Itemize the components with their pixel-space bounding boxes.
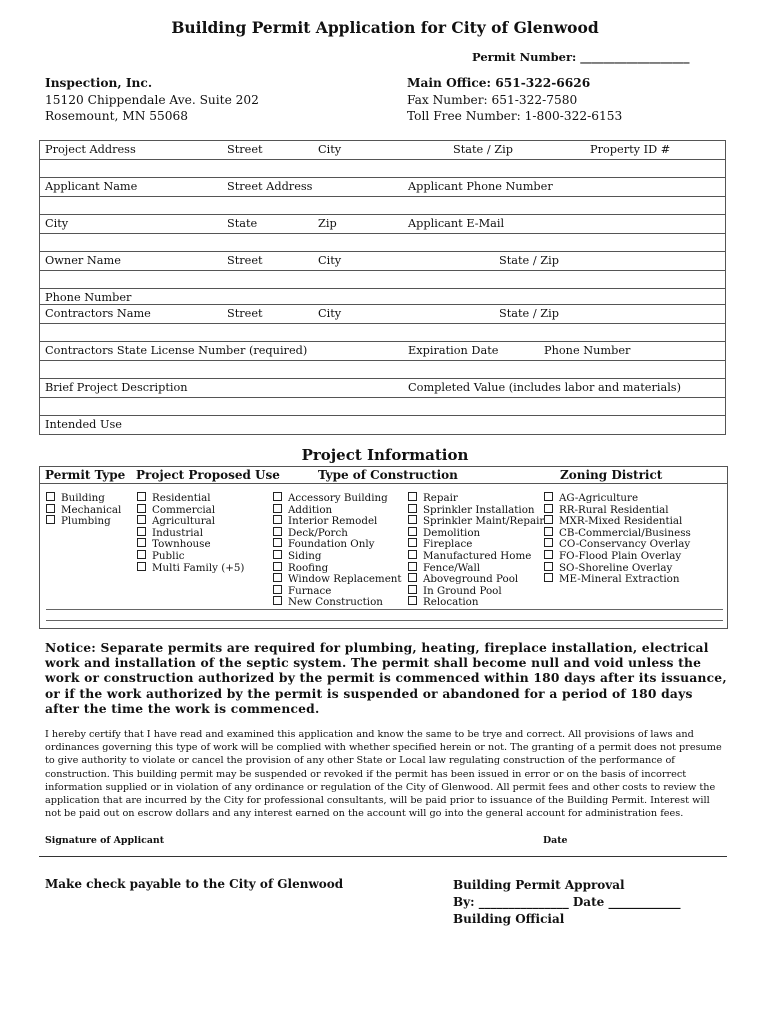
license-row[interactable] xyxy=(39,341,726,361)
checkbox-option[interactable] xyxy=(408,562,544,574)
checkbox-option[interactable] xyxy=(408,527,544,539)
checkbox-option[interactable] xyxy=(408,585,544,597)
checkbox-icon[interactable] xyxy=(137,550,146,559)
checkbox-icon[interactable] xyxy=(273,538,282,547)
checkbox-option[interactable] xyxy=(46,515,121,527)
checkbox-option[interactable] xyxy=(544,550,691,562)
label-license: Contractors State License Number (required) xyxy=(45,344,308,357)
label-phone-number: Phone Number xyxy=(544,344,631,357)
checkbox-option[interactable] xyxy=(273,527,402,539)
checkbox-label: Foundation Only xyxy=(288,538,375,551)
blank-row[interactable] xyxy=(39,159,726,177)
checkbox-label: SO-Shoreline Overlay xyxy=(559,561,673,574)
label-intended-use: Intended Use xyxy=(45,418,122,431)
label-project-address: Project Address xyxy=(45,143,136,156)
checkbox-label: In Ground Pool xyxy=(423,584,502,597)
header-zoning-district: Zoning District xyxy=(560,468,663,482)
label-completed-value: Completed Value (includes labor and materials) xyxy=(408,381,682,394)
checkbox-label: Multi Family (+5) xyxy=(152,561,245,574)
construction-list-b xyxy=(408,492,544,608)
zoning-list xyxy=(544,492,691,585)
checkbox-icon[interactable] xyxy=(408,492,417,501)
inspection-name: Inspection, Inc. xyxy=(45,76,153,90)
checkbox-label: Aboveground Pool xyxy=(423,573,519,586)
checkbox-option[interactable] xyxy=(273,562,402,574)
checkbox-label: ME-Mineral Extraction xyxy=(559,573,680,586)
checkbox-option[interactable] xyxy=(408,515,544,527)
checkbox-label: Industrial xyxy=(152,526,203,539)
checkbox-icon[interactable] xyxy=(544,538,553,547)
checkbox-icon[interactable] xyxy=(544,550,553,559)
header-construction-type: Type of Construction xyxy=(318,468,458,482)
checkbox-icon[interactable] xyxy=(408,573,417,582)
inspection-block xyxy=(45,75,259,125)
checkbox-label: Sprinkler Maint/Repair xyxy=(423,515,545,528)
checkbox-label: RR-Rural Residential xyxy=(559,503,669,516)
toll-free-number: Toll Free Number: 1-800-322-6153 xyxy=(407,109,623,123)
label-state: State xyxy=(227,217,258,230)
check-payable-text: Make check payable to the City of Glenwood xyxy=(45,877,344,891)
checkbox-label: Fireplace xyxy=(423,538,473,551)
checkbox-label: Addition xyxy=(288,503,333,516)
blank-row[interactable] xyxy=(39,397,726,415)
checkbox-option[interactable] xyxy=(273,550,402,562)
label-property-id: Property ID # xyxy=(590,143,671,156)
checkbox-option[interactable] xyxy=(137,550,244,562)
proposed-use-list xyxy=(137,492,244,573)
checkbox-label: Accessory Building xyxy=(288,492,388,504)
phone-row[interactable] xyxy=(39,288,726,305)
checkbox-option[interactable] xyxy=(273,596,402,608)
checkbox-icon[interactable] xyxy=(408,596,417,605)
checkbox-option[interactable] xyxy=(273,585,402,597)
owner-row[interactable] xyxy=(39,251,726,271)
checkbox-label: Deck/Porch xyxy=(288,526,348,539)
checkbox-label: Interior Remodel xyxy=(288,515,378,528)
checkbox-option[interactable] xyxy=(408,596,544,608)
label-street: Street xyxy=(227,307,263,320)
label-contractors-name: Contractors Name xyxy=(45,307,151,320)
project-info-title: Project Information xyxy=(301,446,469,464)
checkbox-label: Fence/Wall xyxy=(423,561,481,574)
checkbox-icon[interactable] xyxy=(137,538,146,547)
checkbox-label: Manufactured Home xyxy=(423,549,532,562)
checkbox-label: Commercial xyxy=(152,503,216,516)
checkbox-icon[interactable] xyxy=(544,504,553,513)
label-applicant-phone: Applicant Phone Number xyxy=(408,180,553,193)
divider-line xyxy=(46,620,723,621)
description-row[interactable] xyxy=(39,378,726,398)
checkbox-option[interactable] xyxy=(273,538,402,550)
checkbox-option[interactable] xyxy=(408,504,544,516)
construction-list-a xyxy=(273,492,402,608)
label-owner-name: Owner Name xyxy=(45,254,121,267)
blank-row[interactable] xyxy=(39,196,726,214)
checkbox-icon[interactable] xyxy=(544,527,553,536)
checkbox-icon[interactable] xyxy=(408,504,417,513)
label-state-zip: State / Zip xyxy=(453,143,513,156)
main-office-phone: Main Office: 651-322-6626 xyxy=(407,76,591,90)
label-city: City xyxy=(318,307,342,320)
checkbox-option[interactable] xyxy=(544,504,691,516)
signature-line[interactable] xyxy=(39,856,727,857)
checkbox-option[interactable] xyxy=(137,562,244,574)
header-permit-type: Permit Type xyxy=(45,468,126,482)
label-applicant-email: Applicant E-Mail xyxy=(408,217,505,230)
checkbox-option[interactable] xyxy=(408,550,544,562)
label-expiration: Expiration Date xyxy=(408,344,499,357)
checkbox-option[interactable] xyxy=(544,527,691,539)
blank-row[interactable] xyxy=(39,360,726,378)
page-title: Building Permit Application for City of Glenwood xyxy=(171,18,599,37)
checkbox-option[interactable] xyxy=(544,562,691,574)
checkbox-icon[interactable] xyxy=(137,504,146,513)
checkbox-icon[interactable] xyxy=(273,585,282,594)
checkbox-icon[interactable] xyxy=(408,527,417,536)
checkbox-icon[interactable] xyxy=(273,550,282,559)
checkbox-label: Window Replacement xyxy=(288,573,402,586)
label-street-address: Street Address xyxy=(227,180,313,193)
checkbox-label: Siding xyxy=(288,549,322,562)
header-proposed-use: Project Proposed Use xyxy=(136,468,280,482)
project-info-header xyxy=(40,467,727,484)
checkbox-option[interactable] xyxy=(46,492,121,504)
checkbox-label: Roofing xyxy=(288,561,329,574)
label-city: City xyxy=(318,143,342,156)
blank-row[interactable] xyxy=(39,323,726,341)
checkbox-label: New Construction xyxy=(288,596,383,609)
checkbox-label: Repair xyxy=(423,492,458,504)
inspection-address1: 15120 Chippendale Ave. Suite 202 xyxy=(45,92,259,107)
label-street: Street xyxy=(227,143,263,156)
project-address-row[interactable] xyxy=(39,140,726,160)
fax-number: Fax Number: 651-322-7580 xyxy=(407,92,578,107)
applicant-form-grid xyxy=(39,140,726,434)
checkbox-label: Residential xyxy=(152,492,211,504)
checkbox-icon[interactable] xyxy=(408,515,417,524)
checkbox-icon[interactable] xyxy=(544,573,553,582)
checkbox-option[interactable] xyxy=(544,492,691,504)
checkbox-icon[interactable] xyxy=(137,515,146,524)
checkbox-option[interactable] xyxy=(544,515,691,527)
label-brief-description: Brief Project Description xyxy=(45,381,188,394)
checkbox-option[interactable] xyxy=(273,573,402,585)
checkbox-option[interactable] xyxy=(273,492,402,504)
checkbox-option[interactable] xyxy=(137,515,244,527)
divider-line xyxy=(46,609,723,610)
checkbox-icon[interactable] xyxy=(408,585,417,594)
date-label: Date xyxy=(543,835,568,846)
label-city: City xyxy=(318,254,342,267)
label-phone-number: Phone Number xyxy=(45,291,132,304)
checkbox-icon[interactable] xyxy=(46,515,55,524)
checkbox-label: Public xyxy=(152,549,185,562)
notice-text: Notice: Separate permits are required for plumbing, heating, fireplace installation, electrical work and installation of the septic system. The permit shall become null and void unless the work or construction authorized by the permit is commenced within 180 days after its issuance, or if the work authorized by the permit is suspended or abandoned for a period of 180 days after the time the work is commenced. xyxy=(45,640,727,716)
approval-by-date[interactable]: By: _______________ Date ____________ xyxy=(453,895,681,909)
checkbox-option[interactable] xyxy=(544,538,691,550)
checkbox-option[interactable] xyxy=(46,504,121,516)
checkbox-icon[interactable] xyxy=(273,515,282,524)
checkbox-label: Furnace xyxy=(288,584,332,597)
checkbox-icon[interactable] xyxy=(544,515,553,524)
checkbox-label: Demolition xyxy=(423,526,481,539)
label-state-zip: State / Zip xyxy=(499,254,559,267)
checkbox-icon[interactable] xyxy=(273,596,282,605)
label-city: City xyxy=(45,217,69,230)
checkbox-icon[interactable] xyxy=(273,504,282,513)
checkbox-option[interactable] xyxy=(137,538,244,550)
checkbox-option[interactable] xyxy=(273,504,402,516)
checkbox-icon[interactable] xyxy=(273,527,282,536)
blank-row[interactable] xyxy=(39,270,726,288)
checkbox-option[interactable] xyxy=(408,538,544,550)
checkbox-option[interactable] xyxy=(137,492,244,504)
permit-type-list xyxy=(46,492,121,527)
project-info-box xyxy=(39,466,728,629)
blank-row[interactable] xyxy=(39,233,726,251)
checkbox-icon[interactable] xyxy=(46,492,55,501)
intended-use-row[interactable] xyxy=(39,415,726,435)
checkbox-label: MXR-Mixed Residential xyxy=(559,515,683,528)
checkbox-label: AG-Agriculture xyxy=(559,492,639,504)
checkbox-label: CO-Conservancy Overlay xyxy=(559,538,691,551)
checkbox-icon[interactable] xyxy=(273,573,282,582)
office-block xyxy=(407,75,622,125)
checkbox-label: Mechanical xyxy=(61,503,122,516)
signature-label: Signature of Applicant xyxy=(45,835,165,846)
applicant-city-row[interactable] xyxy=(39,214,726,234)
checkbox-option[interactable] xyxy=(273,515,402,527)
checkbox-icon[interactable] xyxy=(408,538,417,547)
checkbox-icon[interactable] xyxy=(137,562,146,571)
checkbox-label: Building xyxy=(61,492,105,504)
checkbox-option[interactable] xyxy=(137,527,244,539)
checkbox-icon[interactable] xyxy=(544,492,553,501)
label-applicant-name: Applicant Name xyxy=(45,180,138,193)
checkbox-option[interactable] xyxy=(408,492,544,504)
checkbox-icon[interactable] xyxy=(544,562,553,571)
approval-block xyxy=(453,877,680,928)
applicant-name-row[interactable] xyxy=(39,177,726,197)
checkbox-icon[interactable] xyxy=(408,550,417,559)
checkbox-label: Plumbing xyxy=(61,515,111,528)
checkbox-option[interactable] xyxy=(137,504,244,516)
label-zip: Zip xyxy=(318,217,337,230)
checkbox-label: FO-Flood Plain Overlay xyxy=(559,549,682,562)
approval-title: Building Permit Approval xyxy=(453,878,625,892)
checkbox-icon[interactable] xyxy=(137,492,146,501)
certification-text: I hereby certify that I have read and examined this application and know the same to be trye and correct. All provisions of laws and ordinances governing this type of work will be complied with whether specified herein or not. The granting of a permit does not presume to give authority to violate or cancel the provision of any other State or Local law regulating construction of the performance of construction. This building permit may be suspended or revoked if the permit has been issued in error or on the basis of incorrect information supplied or in violation of any ordinance or regulation of the City of Glenwood. All permit fees and other costs to review the application that are incurred by the City for professional consultants, will be paid prior to issuance of the Building Permit. Interest will not be paid out on escrow dollars and any interest earned on the account will go into the general account for administration fees. xyxy=(45,729,722,820)
checkbox-label: Sprinkler Installation xyxy=(423,503,535,516)
checkbox-icon[interactable] xyxy=(46,504,55,513)
permit-number-field[interactable]: Permit Number: ___________________ xyxy=(472,50,690,64)
checkbox-option[interactable] xyxy=(544,573,691,585)
contractor-row[interactable] xyxy=(39,304,726,324)
checkbox-label: Agricultural xyxy=(152,515,216,528)
checkbox-icon[interactable] xyxy=(273,562,282,571)
label-state-zip: State / Zip xyxy=(499,307,559,320)
checkbox-icon[interactable] xyxy=(408,562,417,571)
checkbox-option[interactable] xyxy=(408,573,544,585)
checkbox-icon[interactable] xyxy=(137,527,146,536)
checkbox-label: Relocation xyxy=(423,596,479,609)
inspection-address2: Rosemount, MN 55068 xyxy=(45,109,189,123)
label-street: Street xyxy=(227,254,263,267)
checkbox-label: CB-Commercial/Business xyxy=(559,526,691,539)
checkbox-label: Townhouse xyxy=(152,538,211,551)
building-official-label: Building Official xyxy=(453,912,565,926)
checkbox-icon[interactable] xyxy=(273,492,282,501)
